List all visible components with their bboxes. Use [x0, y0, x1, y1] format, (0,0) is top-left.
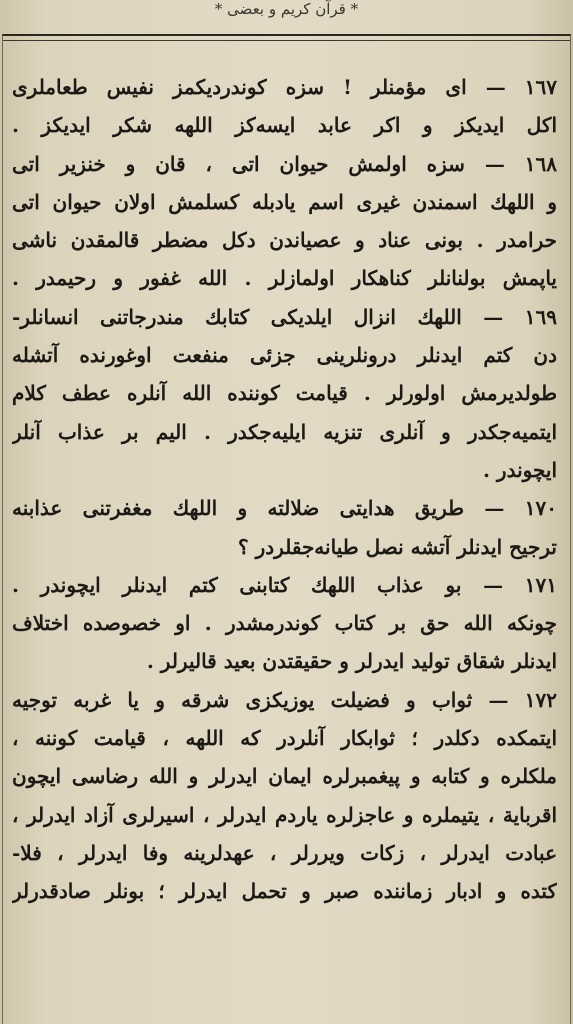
text-line: ١٦٨ — سزه اولمش حيوان اتى ، قان و خنزير اتى — [12, 151, 557, 176]
text-line: ياپمش بولنانلر كناهكار اولمازلر . الله غفور و رحيمدر . — [12, 266, 557, 291]
text-line: ايتمكده دكلدر ؛ ثوابكار آنلردر كه اللهه ، قيامت كوننه ، — [12, 726, 557, 751]
text-line: ١٧٢ — ثواب و فضيلت يوزيكزى شرقه و يا غربه توجيه — [12, 687, 557, 712]
text-line: ايتميه‌جكدر و آنلرى تنزيه ايليه‌جكدر . اليم بر عذاب آنلر — [12, 419, 557, 444]
text-line: و اللهك اسمندن غيرى اسم يادبله كسلمش اولان حيوان اتى — [12, 189, 557, 214]
text-line: طولديرمش اولورلر . قيامت كوننده الله آنلره عطف كلام — [12, 381, 557, 406]
text-line: ترجيح ايدنلر آتشه نصل طيانه‌جقلردر ؟ — [238, 534, 557, 559]
text-line: اقرباية ، يتيملره و عاجزلره ياردم ايدرلر ، اسيرلرى آزاد ايدرلر ، — [12, 802, 557, 827]
text-line: اكل ايديكز و اكر عابد ايسه‌كز اللهه شكر ايديكز . — [12, 113, 557, 138]
text-line: ١٦٩ — اللهك انزال ايلديكى كتابك مندرجاتنى انسانلر- — [12, 304, 557, 329]
text-line: ١٧١ — بو عذاب اللهك كتابنى كتم ايدنلر ايچوندر . — [12, 572, 557, 597]
text-line: ايچوندر . — [482, 457, 557, 482]
text-line: دن كتم ايدنلر درونلرينى جزئى منفعت اوغورنده آتشله — [12, 343, 557, 368]
text-line: ١٧٠ — طريق هدايتى ضلالته و اللهك مغفرتنى عذابنه — [12, 496, 557, 521]
text-line: ملكلره و كتابه و پيغمبرلره ايمان ايدرلر و الله رضاسى ايچون — [12, 764, 557, 789]
verse-text-block — [12, 68, 557, 911]
text-line: ايدنلر شقاق توليد ايدرلر و حقيقتدن بعيد قاليرلر . — [146, 649, 557, 674]
text-line: چونكه الله حق بر كتاب كوندرمشدر . او خصوصده اختلاف — [12, 611, 557, 636]
text-line: حرامدر . بونى عناد و عصياندن دكل مضطر قالمقدن ناشى — [12, 228, 557, 253]
running-header: * قرآن كريم و بعضى * — [214, 0, 359, 18]
text-line: كتده و ادبار زماننده صبر و تحمل ايدرلر ؛ بونلر صادقدرلر — [12, 879, 557, 904]
text-line: عبادت ايدرلر ، زكات ويررلر ، عهدلرينه وفا ايدرلر ، فلا- — [12, 840, 557, 865]
text-line: ١٦٧ — اى مؤمنلر ! سزه كوندرديكمز نفيس طعاملرى — [12, 75, 557, 99]
